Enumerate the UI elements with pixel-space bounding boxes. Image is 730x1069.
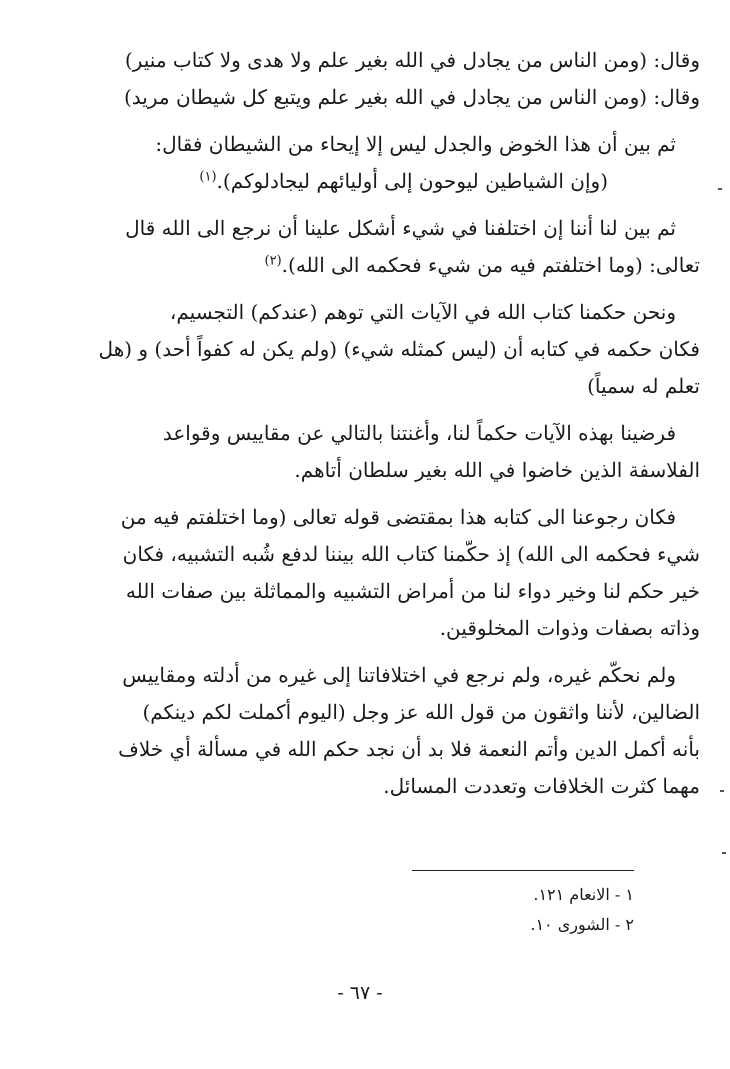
paragraph-5-line-2: شيء فحكمه الى الله) إذ حكّمنا كتاب الله بيننا لدفع شُبه التشبيه، فكان [122, 542, 700, 566]
paragraph-2-line-2 [72, 247, 700, 284]
quote-line-1: وقال: (ومن الناس من يجادل في الله بغير علم ولا هدى ولا كتاب منير) [124, 48, 700, 72]
paragraph-2-line-1: ثم بين لنا أننا إن اختلفنا في شيء أشكل علينا أن نرجع الى الله قال [125, 216, 676, 240]
paragraph-3 [72, 294, 700, 405]
footnotes [412, 880, 634, 940]
paragraph-5-line-4: وذاته بصفات وذوات المخلوقين. [439, 616, 700, 640]
paragraph-5-line-1: فكان رجوعنا الى كتابه هذا بمقتضى قوله تعالى (وما اختلفتم فيه من [120, 505, 676, 529]
paragraph-6-line-1: ولم نحكّم غيره، ولم نرجع في اختلافاتنا إلى غيره من أدلته ومقاييس [122, 663, 676, 687]
page-number: - ٦٧ - [337, 982, 383, 1004]
paragraph-3-line-2: فكان حكمه في كتابه أن (ليس كمثله شيء) (ولم يكن له كفواً أحد) و (هل [98, 337, 700, 361]
paragraph-1-line-2 [72, 163, 700, 200]
scan-mark [722, 852, 726, 854]
paragraph-4-line-1: فرضينا بهذه الآيات حكماً لنا، وأغنتنا بالتالي عن مقاييس وقواعد [162, 421, 676, 445]
paragraph-2 [72, 210, 700, 284]
footnote-divider [412, 870, 634, 871]
footnote-ref-2: (٢) [264, 253, 282, 269]
quote-block [72, 42, 700, 116]
paragraph-2-quote: تعالى: (وما اختلفتم فيه من شيء فحكمه الى الله). [281, 253, 700, 277]
paragraph-6-line-4: مهما كثرت الخلافات وتعددت المسائل. [383, 774, 700, 798]
body-text [72, 42, 700, 815]
footnote-ref-1: (١) [199, 169, 217, 185]
paragraph-3-line-3: تعلم له سمياً) [587, 374, 700, 398]
paragraph-6 [72, 657, 700, 805]
footnote-2: ٢ - الشورى ١٠. [530, 915, 634, 934]
paragraph-6-line-3: بأنه أكمل الدين وأتم النعمة فلا بد أن نجد حكم الله في مسألة أي خلاف [118, 737, 700, 761]
scan-mark [718, 188, 722, 190]
paragraph-1-line-1: ثم بين أن هذا الخوض والجدل ليس إلا إيحاء من الشيطان فقال: [155, 132, 676, 156]
paragraph-5-line-3: خير حكم لنا وخير دواء لنا من أمراض التشبيه والمماثلة بين صفات الله [125, 579, 700, 603]
footnote-1: ١ - الانعام ١٢١. [533, 885, 634, 904]
paragraph-4-line-2: الفلاسفة الذين خاضوا في الله بغير سلطان أتاهم. [294, 458, 700, 482]
paragraph-5 [72, 499, 700, 647]
paragraph-3-line-1: ونحن حكمنا كتاب الله في الآيات التي توهم (عندكم) التجسيم، [169, 300, 676, 324]
paragraph-1 [72, 126, 700, 200]
paragraph-4 [72, 415, 700, 489]
paragraph-6-line-2: الضالين، لأننا واثقون من قول الله عز وجل (اليوم أكملت لكم دينكم) [142, 700, 700, 724]
quote-line-2: وقال: (ومن الناس من يجادل في الله بغير علم ويتبع كل شيطان مريد) [124, 85, 700, 109]
paragraph-1-quote: (وإن الشياطين ليوحون إلى أوليائهم ليجادلوكم). [216, 169, 608, 193]
scan-mark [720, 790, 724, 792]
